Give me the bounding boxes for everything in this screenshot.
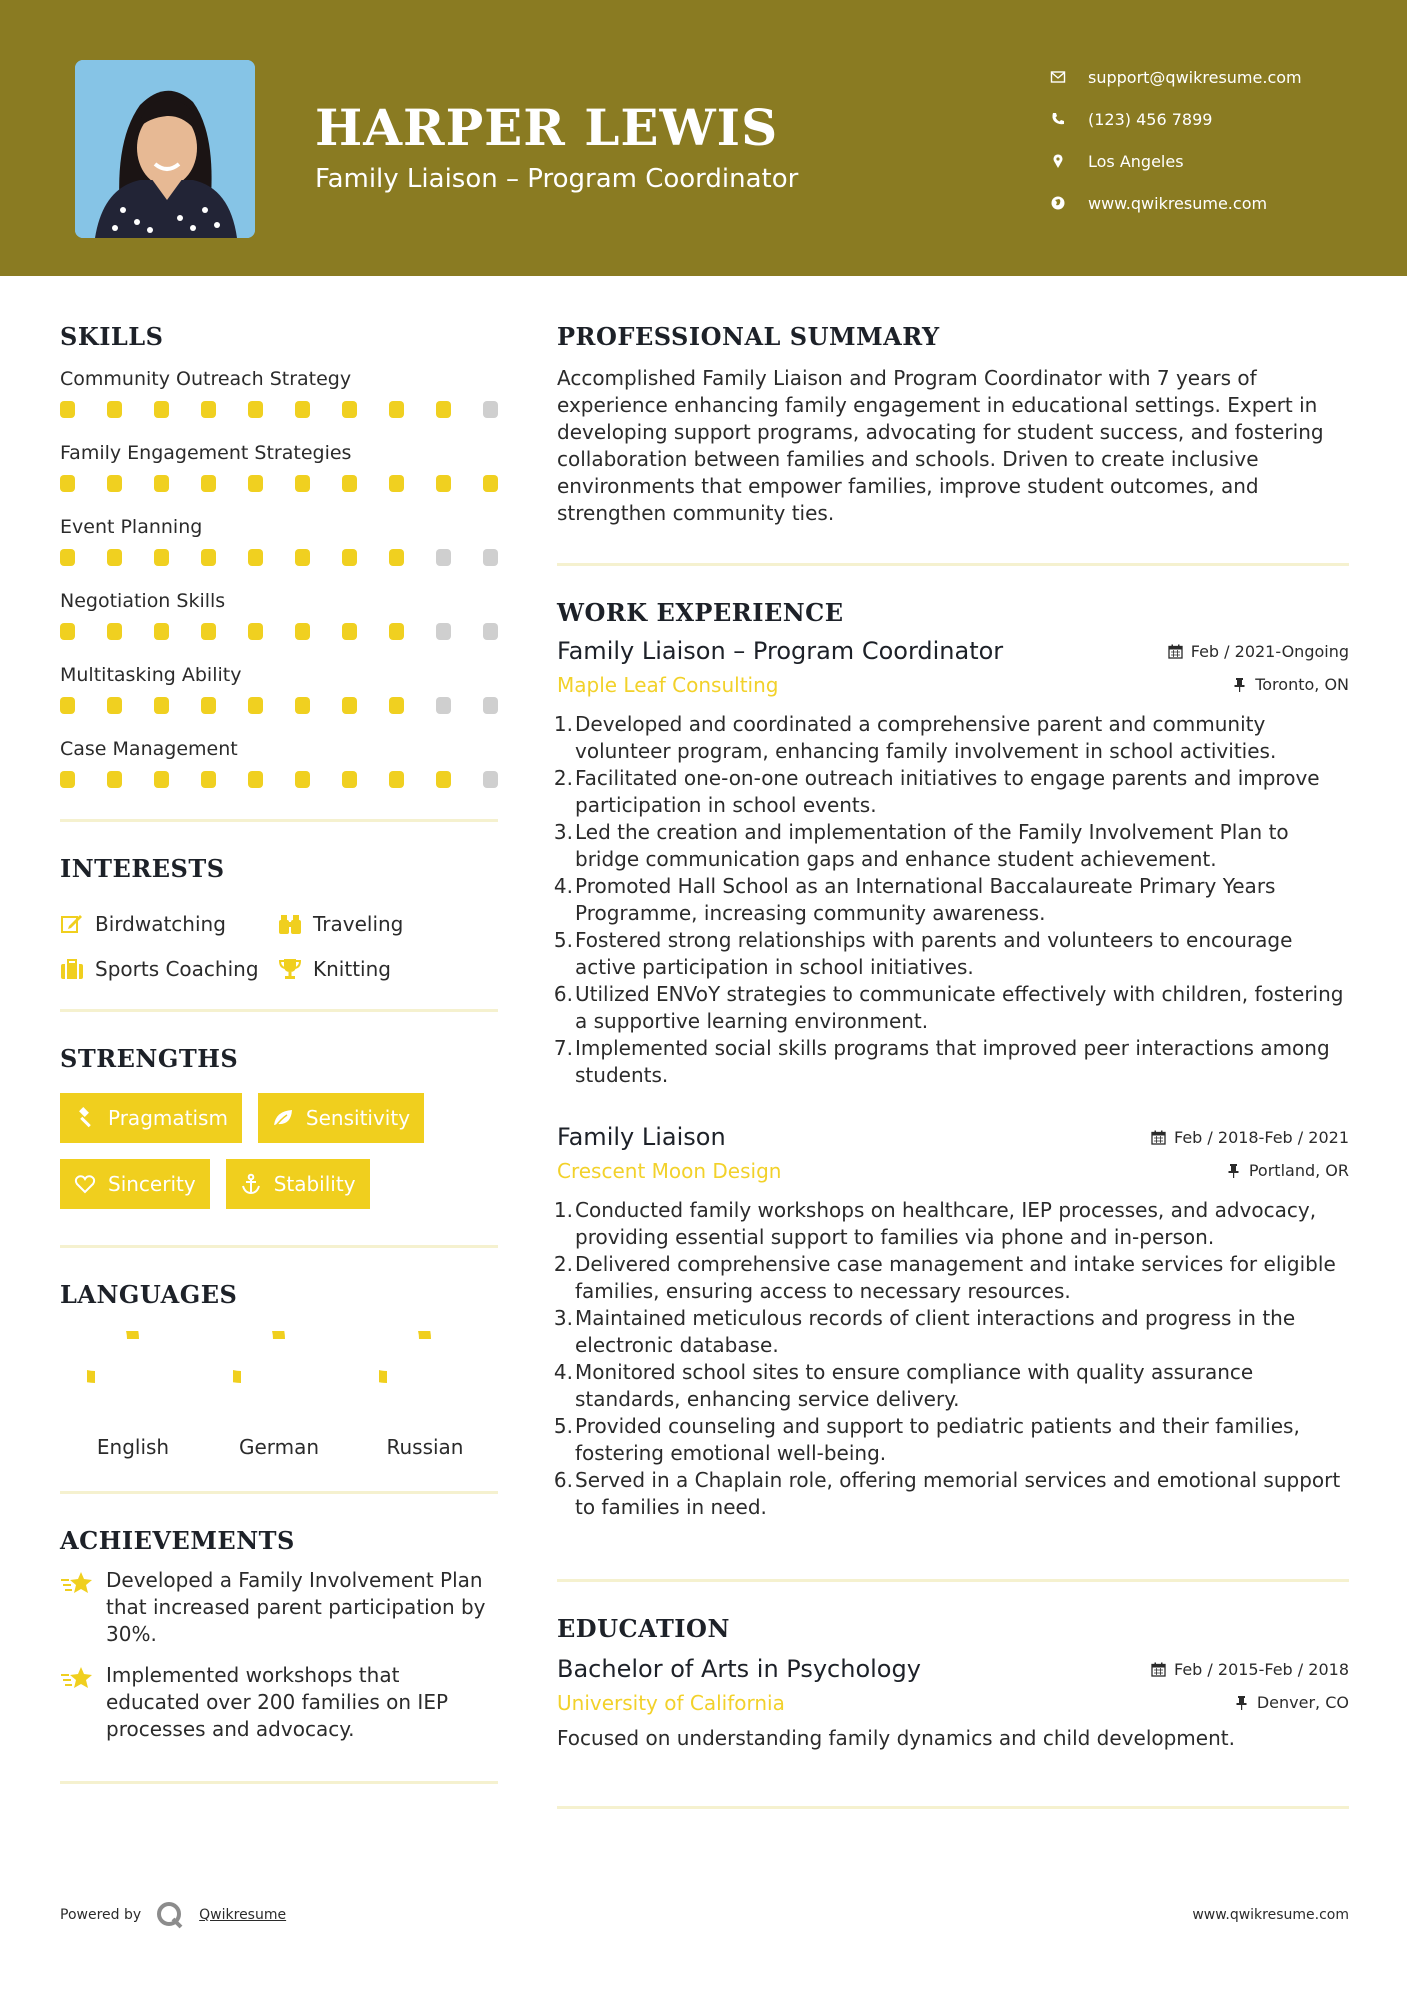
- education-subheader: [557, 1691, 1349, 1715]
- education-header: [557, 1655, 1349, 1683]
- languages-list: [60, 1331, 498, 1459]
- education-school: University of California: [557, 1691, 785, 1715]
- bullet-text: Served in a Chaplain role, offering memorial services and emotional support to families in need.: [575, 1468, 1341, 1519]
- language-name: Russian: [386, 1435, 464, 1459]
- bullet-text: Delivered comprehensive case management and intake services for eligible families, ensuring access to necessary resources.: [575, 1252, 1336, 1303]
- rating-dot-empty: [436, 549, 451, 566]
- interest-label: Sports Coaching: [95, 956, 259, 981]
- skill-item: [60, 365, 498, 439]
- bullet-text: Facilitated one-on-one outreach initiatives to engage parents and improve participation in school events.: [575, 766, 1320, 817]
- job-bullet: [553, 1035, 1349, 1089]
- bullet-text: Maintained meticulous records of client interactions and progress in the electronic database.: [575, 1306, 1296, 1357]
- job-bullet: [553, 1413, 1349, 1467]
- rating-dot-filled: [436, 401, 451, 418]
- rating-dot-filled: [295, 697, 310, 714]
- job-header: [557, 637, 1349, 665]
- pushpin-icon: [1234, 1695, 1249, 1710]
- skill-item: [60, 439, 498, 513]
- contact-location: [1050, 140, 1380, 182]
- bullet-text: Conducted family workshops on healthcare, IEP processes, and advocacy, providing essential support to families via phone and in-person.: [575, 1198, 1317, 1249]
- strength-badge: [60, 1093, 242, 1143]
- skill-name: Community Outreach Strategy: [60, 368, 352, 390]
- calendar-icon: [1168, 644, 1183, 659]
- bullet-text: Developed and coordinated a comprehensive parent and community volunteer program, enhancing family involvement in school activities.: [575, 712, 1277, 763]
- language-gauge: [87, 1331, 179, 1423]
- calendar-icon: [1151, 1662, 1166, 1677]
- contact-phone-text: (123) 456 7899: [1088, 109, 1213, 129]
- rating-dot-empty: [483, 697, 498, 714]
- job-header: [557, 1123, 1349, 1151]
- summary-text: Accomplished Family Liaison and Program Coordinator with 7 years of experience enhancing family engagement in educational settings. Expert in developing support programs, advocating for student success, and fostering collaboration between families and schools. Driven to create inclusive environments that empower families, improve student outcomes, and strengthen community ties.: [557, 366, 1324, 525]
- rating-dot-filled: [248, 771, 263, 788]
- strength-label: Sincerity: [108, 1172, 196, 1196]
- contact-email-text: support@qwikresume.com: [1088, 67, 1302, 87]
- skill-rating: [60, 541, 498, 587]
- skill-item: [60, 661, 498, 735]
- language-item: [60, 1331, 206, 1459]
- rating-dot-empty: [483, 401, 498, 418]
- bullet-number: 5.: [553, 1414, 573, 1438]
- rating-dot-filled: [60, 475, 75, 492]
- skill-name: Event Planning: [60, 516, 203, 538]
- language-name: English: [96, 1435, 170, 1459]
- bullet-text: Utilized ENVoY strategies to communicate effectively with children, fostering a supportive learning environment.: [575, 982, 1344, 1033]
- job-location: [1232, 675, 1349, 694]
- job-bullet: [553, 981, 1349, 1035]
- bullet-number: 2.: [553, 766, 573, 790]
- rating-dot-filled: [389, 475, 404, 492]
- job-bullet: [553, 1197, 1349, 1251]
- contact-phone[interactable]: [1050, 98, 1380, 140]
- rating-dot-filled: [60, 771, 75, 788]
- rating-dot-filled: [107, 623, 122, 640]
- powered-by-text: Powered by: [60, 1907, 142, 1923]
- divider: [60, 1245, 498, 1248]
- job-bullets: [553, 711, 1349, 1089]
- rating-dot-empty: [436, 697, 451, 714]
- job-bullet: [553, 1251, 1349, 1305]
- location-pin-icon: [1050, 153, 1088, 169]
- interest-item: [60, 901, 278, 946]
- footer-powered-by: [60, 1900, 286, 1930]
- rating-dot-empty: [483, 623, 498, 640]
- strength-badge: [226, 1159, 370, 1209]
- bullet-number: 6.: [553, 1468, 573, 1492]
- right-column: [553, 322, 1349, 1809]
- skill-rating: [60, 763, 498, 809]
- skill-rating: [60, 689, 498, 735]
- experience-heading: WORK EXPERIENCE: [557, 598, 844, 627]
- achievement-text: Implemented workshops that educated over 200 families on IEP processes and advocacy.: [106, 1663, 449, 1741]
- rating-dot-filled: [107, 771, 122, 788]
- bullet-number: 6.: [553, 982, 573, 1006]
- rating-dot-filled: [248, 401, 263, 418]
- rating-dot-filled: [248, 697, 263, 714]
- rating-dot-filled: [154, 401, 169, 418]
- rating-dot-filled: [107, 475, 122, 492]
- interests-heading: INTERESTS: [60, 854, 225, 883]
- contact-list: [1050, 56, 1380, 224]
- rating-dot-filled: [154, 771, 169, 788]
- rating-dot-filled: [342, 475, 357, 492]
- rating-dot-filled: [295, 549, 310, 566]
- rating-dot-filled: [342, 623, 357, 640]
- rating-dot-filled: [60, 401, 75, 418]
- rating-dot-filled: [248, 549, 263, 566]
- rating-dot-filled: [154, 549, 169, 566]
- language-gauge-arc: [87, 1331, 133, 1377]
- skill-rating: [60, 615, 498, 661]
- job-date-text: Feb / 2021-Ongoing: [1190, 642, 1349, 661]
- interest-label: Traveling: [313, 911, 404, 936]
- rating-dot-filled: [295, 771, 310, 788]
- bullet-number: 3.: [553, 820, 573, 844]
- divider: [60, 819, 498, 822]
- contact-website-text: www.qwikresume.com: [1088, 193, 1268, 213]
- rating-dot-empty: [436, 623, 451, 640]
- interest-item: [278, 901, 403, 946]
- job-subheader: [557, 1159, 1349, 1183]
- job-bullet: [553, 927, 1349, 981]
- bullet-number: 3.: [553, 1306, 573, 1330]
- shooting-star-icon: [60, 1567, 106, 1648]
- skill-rating: [60, 467, 498, 513]
- job-bullet: [553, 819, 1349, 873]
- job-company: Maple Leaf Consulting: [557, 673, 779, 697]
- job-entry: [553, 1123, 1349, 1521]
- profile-photo-image: [75, 60, 255, 238]
- rating-dot-filled: [295, 475, 310, 492]
- rating-dot-filled: [295, 623, 310, 640]
- resume-header: [0, 0, 1407, 276]
- bullet-number: 2.: [553, 1252, 573, 1276]
- skill-name: Multitasking Ability: [60, 664, 242, 686]
- contact-website[interactable]: [1050, 182, 1380, 224]
- strength-label: Stability: [273, 1172, 356, 1196]
- job-date-text: Feb / 2018-Feb / 2021: [1174, 1128, 1349, 1147]
- interest-label: Birdwatching: [95, 911, 226, 936]
- anchor-icon: [240, 1173, 262, 1195]
- pencil-square-icon: [60, 912, 95, 936]
- contact-location-text: Los Angeles: [1088, 151, 1184, 171]
- bullet-text: Implemented social skills programs that improved peer interactions among students.: [575, 1036, 1330, 1087]
- bullet-number: 5.: [553, 928, 573, 952]
- rating-dot-filled: [107, 697, 122, 714]
- bullet-number: 7.: [553, 1036, 573, 1060]
- skill-name: Family Engagement Strategies: [60, 442, 352, 464]
- skill-rating: [60, 393, 498, 439]
- rating-dot-filled: [201, 697, 216, 714]
- strength-label: Pragmatism: [108, 1106, 228, 1130]
- qwikresume-logo-icon: [155, 1900, 185, 1930]
- rating-dot-filled: [389, 401, 404, 418]
- languages-heading: LANGUAGES: [60, 1280, 238, 1309]
- skill-name: Case Management: [60, 738, 238, 760]
- rating-dot-filled: [60, 549, 75, 566]
- pushpin-icon: [1232, 677, 1247, 692]
- language-item: [206, 1331, 352, 1459]
- language-gauge: [379, 1331, 471, 1423]
- interests-list: [60, 901, 498, 991]
- rating-dot-filled: [60, 697, 75, 714]
- achievement-text: Developed a Family Involvement Plan that increased parent participation by 30%.: [106, 1568, 486, 1646]
- strengths-heading: STRENGTHS: [60, 1044, 239, 1073]
- bullet-text: Fostered strong relationships with parents and volunteers to encourage active participation in school initiatives.: [575, 928, 1293, 979]
- interest-label: Knitting: [313, 956, 391, 981]
- bullet-number: 4.: [553, 1360, 573, 1384]
- rating-dot-filled: [436, 771, 451, 788]
- strength-badge: [60, 1159, 210, 1209]
- rating-dot-empty: [483, 549, 498, 566]
- language-gauge: [233, 1331, 325, 1423]
- education-location-text: Denver, CO: [1256, 1693, 1349, 1712]
- language-item: [352, 1331, 498, 1459]
- skill-name: Negotiation Skills: [60, 590, 226, 612]
- rating-dot-filled: [295, 401, 310, 418]
- skill-item: [60, 587, 498, 661]
- job-bullet: [553, 1359, 1349, 1413]
- interest-item: [278, 946, 391, 991]
- bullet-number: 1.: [553, 712, 573, 736]
- rating-dot-filled: [201, 549, 216, 566]
- brand-link[interactable]: Qwikresume: [199, 1907, 287, 1923]
- left-column: [60, 322, 498, 1784]
- rating-dot-filled: [389, 623, 404, 640]
- job-company: Crescent Moon Design: [557, 1159, 782, 1183]
- rating-dot-filled: [201, 771, 216, 788]
- divider: [557, 1806, 1349, 1809]
- trophy-icon: [278, 957, 313, 981]
- job-date: [1151, 1128, 1349, 1147]
- job-bullets: [553, 1197, 1349, 1521]
- rating-dot-filled: [60, 623, 75, 640]
- phone-icon: [1050, 111, 1088, 127]
- bullet-number: 4.: [553, 874, 573, 898]
- job-bullet: [553, 711, 1349, 765]
- divider: [60, 1781, 498, 1784]
- profile-photo: [75, 60, 255, 238]
- bullet-text: Provided counseling and support to pediatric patients and their families, fostering emotional well-being.: [575, 1414, 1300, 1465]
- jobs-list: [553, 637, 1349, 1521]
- job-title: Family Liaison – Program Coordinator: [557, 637, 1004, 665]
- candidate-title: Family Liaison – Program Coordinator: [315, 164, 799, 194]
- rating-dot-filled: [154, 475, 169, 492]
- skill-item: [60, 735, 498, 809]
- divider: [60, 1491, 498, 1494]
- education-date: [1151, 1660, 1349, 1679]
- job-bullet: [553, 873, 1349, 927]
- rating-dot-filled: [248, 475, 263, 492]
- contact-email[interactable]: [1050, 56, 1380, 98]
- job-title: Family Liaison: [557, 1123, 726, 1151]
- achievement-item: [60, 1567, 498, 1648]
- job-location-text: Toronto, ON: [1255, 675, 1349, 694]
- heart-icon: [74, 1173, 96, 1195]
- language-gauge-arc: [379, 1331, 425, 1377]
- education-description: Focused on understanding family dynamics and child development.: [557, 1726, 1235, 1750]
- rating-dot-filled: [436, 475, 451, 492]
- education-location: [1234, 1693, 1349, 1712]
- summary-heading: PROFESSIONAL SUMMARY: [557, 322, 940, 351]
- pushpin-icon: [1226, 1163, 1241, 1178]
- envelope-icon: [1050, 69, 1088, 85]
- rating-dot-filled: [483, 475, 498, 492]
- education-degree: Bachelor of Arts in Psychology: [557, 1655, 921, 1683]
- job-entry: [553, 637, 1349, 1089]
- bullet-text: Led the creation and implementation of the Family Involvement Plan to bridge communication gaps and enhance student achievement.: [575, 820, 1289, 871]
- job-bullet: [553, 1467, 1349, 1521]
- rating-dot-filled: [107, 401, 122, 418]
- strength-badge: [258, 1093, 424, 1143]
- bullet-text: Monitored school sites to ensure compliance with quality assurance standards, enhancing service delivery.: [575, 1360, 1254, 1411]
- candidate-name: HARPER LEWIS: [315, 98, 779, 157]
- rating-dot-empty: [483, 771, 498, 788]
- job-location-text: Portland, OR: [1248, 1161, 1349, 1180]
- rating-dot-filled: [201, 623, 216, 640]
- bullet-text: Promoted Hall School as an International Baccalaureate Primary Years Programme, increasing community awareness.: [575, 874, 1276, 925]
- job-bullet: [553, 1305, 1349, 1359]
- skills-heading: SKILLS: [60, 322, 164, 351]
- rating-dot-filled: [201, 401, 216, 418]
- skills-list: [60, 365, 498, 809]
- suitcase-icon: [60, 957, 95, 981]
- achievements-heading: ACHIEVEMENTS: [60, 1526, 295, 1555]
- leaf-icon: [272, 1107, 294, 1129]
- skill-item: [60, 513, 498, 587]
- rating-dot-filled: [342, 401, 357, 418]
- rating-dot-filled: [342, 771, 357, 788]
- strengths-list: [60, 1093, 498, 1209]
- job-date: [1168, 642, 1349, 661]
- rating-dot-filled: [389, 549, 404, 566]
- rating-dot-filled: [342, 549, 357, 566]
- language-gauge-arc: [233, 1331, 279, 1377]
- interest-item: [60, 946, 278, 991]
- job-bullet: [553, 765, 1349, 819]
- rating-dot-filled: [389, 771, 404, 788]
- rating-dot-filled: [154, 623, 169, 640]
- divider: [557, 563, 1349, 566]
- binoculars-icon: [278, 912, 313, 936]
- divider: [557, 1579, 1349, 1582]
- footer-website[interactable]: www.qwikresume.com: [1192, 1907, 1349, 1923]
- rating-dot-filled: [248, 623, 263, 640]
- education-date-text: Feb / 2015-Feb / 2018: [1174, 1660, 1349, 1679]
- education-heading: EDUCATION: [557, 1614, 730, 1643]
- gavel-icon: [74, 1107, 96, 1129]
- rating-dot-filled: [107, 549, 122, 566]
- job-location: [1226, 1161, 1349, 1180]
- strength-label: Sensitivity: [305, 1106, 411, 1130]
- rating-dot-filled: [154, 697, 169, 714]
- language-name: German: [238, 1435, 320, 1459]
- bullet-number: 1.: [553, 1198, 573, 1222]
- calendar-icon: [1151, 1130, 1166, 1145]
- rating-dot-filled: [342, 697, 357, 714]
- globe-icon: [1050, 195, 1088, 211]
- rating-dot-filled: [389, 697, 404, 714]
- job-subheader: [557, 673, 1349, 697]
- rating-dot-filled: [201, 475, 216, 492]
- shooting-star-icon: [60, 1662, 106, 1743]
- achievement-item: [60, 1662, 498, 1743]
- divider: [60, 1009, 498, 1012]
